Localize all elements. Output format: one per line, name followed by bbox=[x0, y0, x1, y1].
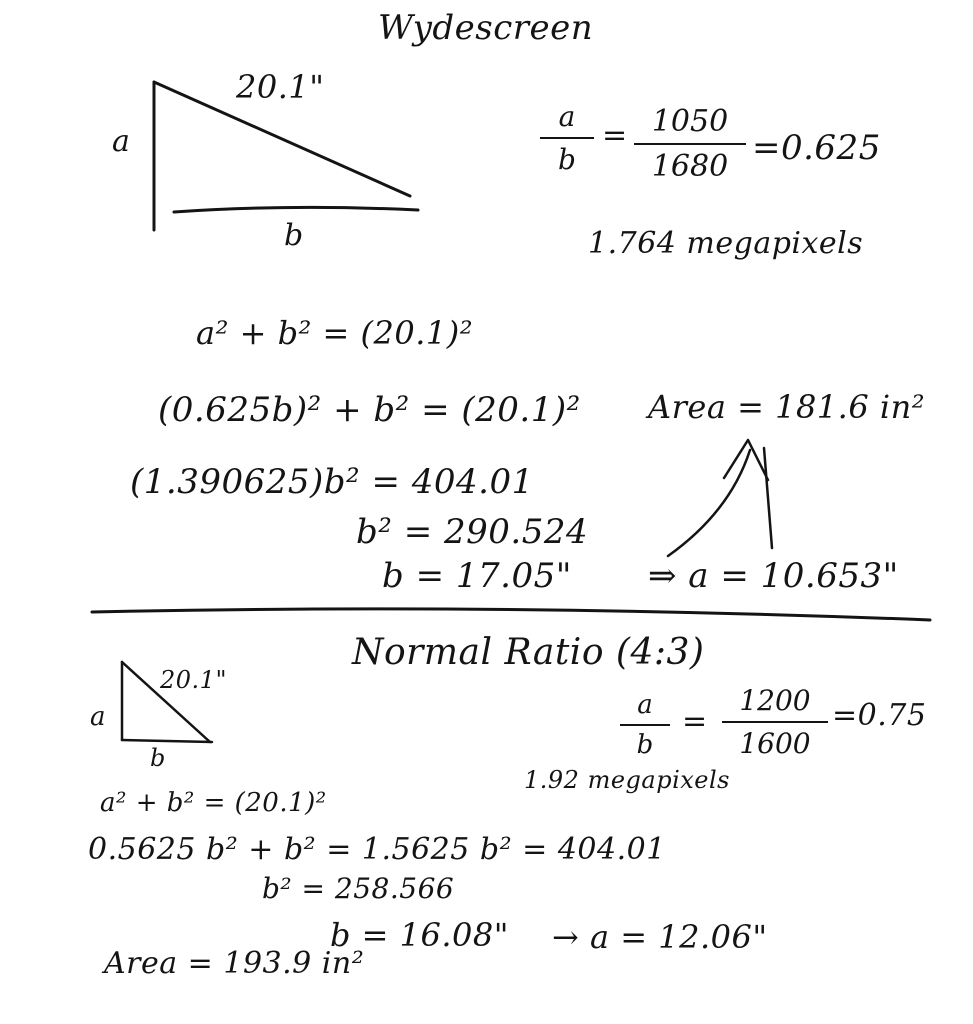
widescreen-side-b-label: b bbox=[284, 218, 304, 253]
widescreen-megapixels: 1.764 megapixels bbox=[588, 226, 864, 261]
widescreen-title: Wydescreen bbox=[378, 8, 594, 48]
widescreen-area: Area = 181.6 in² bbox=[648, 388, 926, 426]
normal-step-4: b = 16.08" bbox=[330, 916, 509, 954]
normal-megapixels: 1.92 megapixels bbox=[524, 766, 730, 794]
widescreen-ratio-equals: = bbox=[602, 118, 628, 153]
normal-area: Area = 193.9 in² bbox=[104, 946, 365, 981]
normal-ratio-lhs: a b bbox=[620, 690, 670, 760]
widescreen-step-2: (0.625b)² + b² = (20.1)² bbox=[158, 390, 581, 430]
section-divider bbox=[92, 609, 930, 620]
normal-step-3: b² = 258.566 bbox=[262, 872, 455, 905]
widescreen-ratio-lhs: a b bbox=[540, 100, 594, 176]
normal-side-b-label: b bbox=[150, 744, 166, 772]
widescreen-side-a-label: a bbox=[112, 124, 131, 159]
widescreen-hypotenuse-label: 20.1" bbox=[236, 68, 325, 106]
widescreen-step-3: (1.390625)b² = 404.01 bbox=[130, 462, 534, 502]
normal-ratio-equals: = bbox=[682, 704, 708, 739]
widescreen-a-result: ⇒ a = 10.653" bbox=[648, 556, 899, 596]
normal-side-a-label: a bbox=[90, 702, 107, 732]
widescreen-step-4: b² = 290.524 bbox=[356, 512, 589, 552]
widescreen-step-5: b = 17.05" bbox=[382, 556, 572, 596]
normal-ratio-result: =0.75 bbox=[832, 698, 927, 733]
widescreen-step-1: a² + b² = (20.1)² bbox=[196, 314, 474, 352]
widescreen-ratio-rhs: 1050 1680 bbox=[634, 104, 746, 184]
normal-step-2: 0.5625 b² + b² = 1.5625 b² = 404.01 bbox=[88, 832, 666, 867]
normal-title: Normal Ratio (4:3) bbox=[352, 632, 705, 673]
normal-hypotenuse-label: 20.1" bbox=[160, 666, 227, 694]
normal-a-result: → a = 12.06" bbox=[552, 918, 768, 956]
normal-ratio-rhs: 1200 1600 bbox=[722, 684, 828, 760]
normal-step-1: a² + b² = (20.1)² bbox=[100, 788, 327, 818]
area-arrows bbox=[668, 440, 772, 556]
widescreen-ratio-result: =0.625 bbox=[752, 128, 881, 168]
